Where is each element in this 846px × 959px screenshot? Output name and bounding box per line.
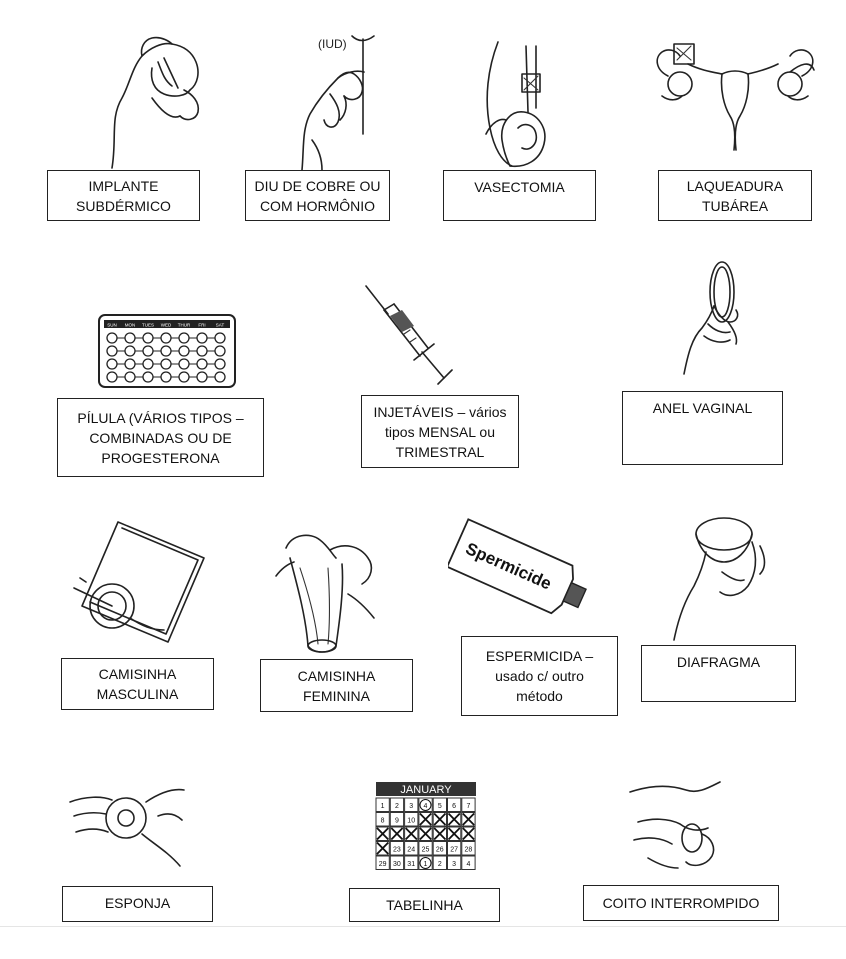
bottom-divider [0,926,846,927]
method-label: PÍLULA (VÁRIOS TIPOS – COMBINADAS OU DE PROGESTERONA [57,398,264,477]
pill-blister [197,359,207,369]
pill-blister [161,333,171,343]
pill-day-label: SUN [107,322,117,328]
iud-tag: (IUD) [318,37,347,51]
calendar-day-number: 30 [393,861,401,868]
female-condom-icon [270,528,380,658]
method-label: TABELINHA [349,888,500,922]
pill-day-label: MON [124,322,136,328]
calendar-day-number: 3 [452,861,457,868]
diaphragm-icon [664,512,774,642]
method-label: DIAFRAGMA [641,645,796,702]
pill-blister [143,346,153,356]
calendar-day-number: 7 [466,803,471,810]
pill-blister [143,372,153,382]
pill-day-label: WED [160,322,172,328]
pill-blister [143,359,153,369]
calendar-day-number: 2 [437,861,442,868]
calendar-day-number: 31 [407,861,416,868]
method-label: ESPERMICIDA – usado c/ outro método [461,636,618,716]
calendar-day-number: 5 [437,803,442,810]
calendar-day-number: 10 [407,817,416,825]
iud-icon [282,30,402,175]
pill-day-label: THUR [177,322,191,328]
vaginal-ring-icon [678,258,758,378]
pill-blister [215,359,225,369]
withdrawal-icon [628,778,728,874]
method-label: ESPONJA [62,886,213,922]
method-label: CAMISINHA MASCULINA [61,658,214,710]
pill-day-label: FRI [198,322,206,328]
male-condom-icon [72,518,212,646]
pill-blister [161,372,171,382]
calendar-day-number: 4 [423,803,428,810]
method-label: ANEL VAGINAL [622,391,783,465]
pill-blister [179,372,189,382]
vasectomy-icon [478,38,568,168]
pill-blister [215,346,225,356]
spermicide-tube-icon [448,512,598,630]
pill-blister [179,333,189,343]
method-label: CAMISINHA FEMININA [260,659,413,712]
pill-blister [197,333,207,343]
method-label: VASECTOMIA [443,170,596,221]
calendar-day-number: 8 [380,817,385,825]
pill-blister [215,372,225,382]
method-label: DIU DE COBRE OU COM HORMÔNIO [245,170,390,221]
pill-blister [161,346,171,356]
pill-blister [179,346,189,356]
method-label: LAQUEADURA TUBÁREA [658,170,812,221]
implant-icon [92,28,222,173]
pill-blister [107,333,117,343]
calendar-day-number: 23 [393,846,401,854]
tube-text: Spermicide [462,538,555,594]
pill-blister [197,346,207,356]
pill-blister [107,372,117,382]
pill-blister [197,372,207,382]
calendar-day-number: 29 [378,861,387,868]
pill-blister [215,333,225,343]
sponge-icon [66,772,196,872]
pill-pack-icon [98,314,236,388]
calendar-day-number: 26 [435,846,444,854]
calendar-day-number: 1 [380,803,385,810]
method-label: COITO INTERROMPIDO [583,885,779,921]
calendar-day-number: 27 [450,846,458,854]
pill-blister [179,359,189,369]
calendar-day-number: 9 [394,817,399,825]
pill-day-label: TUES [141,322,155,328]
calendar-day-number: 24 [407,846,416,854]
pill-blister [125,372,135,382]
tubal-ligation-icon [650,40,820,165]
syringe-icon [362,282,462,390]
method-label: INJETÁVEIS – vários tipos MENSAL ou TRIMESTRAL [361,395,519,468]
calendar-day-number: 4 [466,861,471,868]
calendar-day-number: 6 [452,803,457,810]
method-label: IMPLANTE SUBDÉRMICO [47,170,200,221]
pill-blister [125,346,135,356]
pill-blister [125,359,135,369]
calendar-month: JANUARY [400,784,452,796]
calendar-day-number: 28 [464,846,473,854]
calendar-icon [374,776,478,872]
calendar-day-number: 3 [409,803,414,810]
pill-day-label: SAT [215,322,225,328]
calendar-day-number: 1 [423,861,428,868]
pill-blister [107,359,117,369]
pill-blister [143,333,153,343]
pill-blister [125,333,135,343]
calendar-day-number: 25 [421,846,430,854]
pill-blister [161,359,171,369]
pill-blister [107,346,117,356]
calendar-day-number: 2 [394,803,399,810]
